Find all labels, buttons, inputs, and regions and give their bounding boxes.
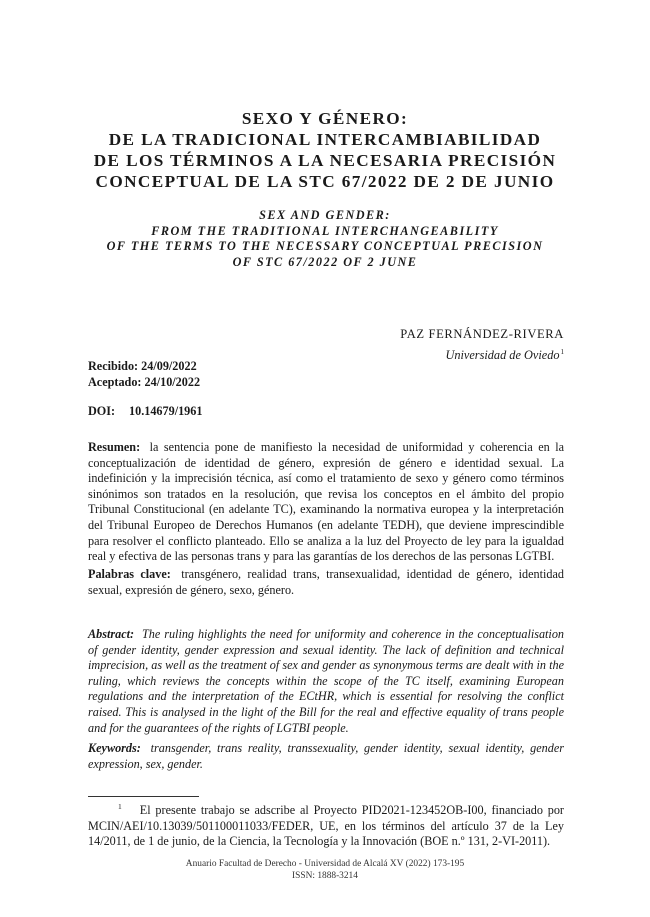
title-english	[70, 208, 580, 270]
title-spanish-line: SEXO Y GÉNERO:	[241, 109, 409, 128]
abstract-paragraph	[88, 627, 564, 736]
keywords-label: Keywords:	[88, 741, 141, 755]
keywords-paragraph	[88, 741, 564, 772]
author-block	[400, 325, 564, 364]
abstract-text: The ruling highlights the need for uniformity and coherence in the conceptualisation of gender identity, gender expression and sexual identity. The lack of definition and technical imprecision, as well as the treatment of sex and gender as synonymous terms are dealt with in the ruling, which reviews the concepts within the scope of the TC itself, examining European regulations and the interpretation of the ECtHR, which is essential for resolving the conflict raised. This is analysed in the light of the Bill for the real and effective equality of trans people and for the guarantees of the rights of LGTBI people.	[88, 627, 565, 735]
abstract-label: Abstract:	[88, 627, 135, 641]
submission-dates	[88, 359, 200, 390]
resumen-label: Resumen:	[88, 440, 141, 454]
title-english-line: OF STC 67/2022 OF 2 JUNE	[232, 254, 418, 269]
footnote-number: 1	[118, 802, 122, 811]
page-footer	[0, 858, 650, 882]
palabras-clave-paragraph	[88, 567, 564, 598]
author-name: PAZ FERNÁNDEZ-RIVERA	[400, 327, 564, 341]
accepted-date: Aceptado: 24/10/2022	[88, 374, 201, 389]
journal-citation: Anuario Facultad de Derecho - Universidad de Alcalá XV (2022) 173-195	[185, 859, 465, 869]
doi-line	[88, 404, 202, 419]
palabras-clave-text: transgénero, realidad trans, transexualidad, identidad de género, identidad sexual, expresión de género, sexo, género.	[88, 567, 564, 597]
footnote-divider	[88, 796, 199, 797]
title-spanish	[70, 108, 580, 192]
doi-value: 10.14679/1961	[129, 404, 203, 418]
footnote	[88, 799, 564, 850]
author-footnote-marker[interactable]: 1	[560, 348, 564, 356]
title-spanish-line: CONCEPTUAL DE LA STC 67/2022 DE 2 DE JUNIO	[95, 172, 555, 191]
issn: ISSN: 1888-3214	[292, 871, 358, 881]
footnote-text: El presente trabajo se adscribe al Proyecto PID2021-123452OB-I00, financiado por MCIN/AEI/10.13039/501100011033/FEDER, UE, en los términos del artículo 37 de la Ley 14/2011, de 1 de junio, de la Ciencia, la Tecnología y la Innovación (BOE n.º 131, 2-VI-2011).	[88, 803, 564, 849]
resumen-text: la sentencia pone de manifiesto la necesidad de uniformidad y coherencia en la conceptualización de identidad de género, expresión de género e identidad sexual. La indefinición y la imprecisión técnica, así como el tratamiento de sexo y género como términos sinónimos son tratados en la resolución, que revisa los conceptos en el ámbito del propio Tribunal Constitucional (en adelante TC), examinando la normativa europea y la interpretación del Tribunal Europeo de Derechos Humanos (en adelante TEDH), que deviene imprescindible para resolver el conflicto planteado. Ello se analiza a la luz del Proyecto de ley para la igualdad real y efectiva de las personas trans y para las garantías de los derechos de las personas LGTBI.	[88, 440, 565, 564]
title-english-line: FROM THE TRADITIONAL INTERCHANGEABILITY	[151, 223, 499, 238]
title-english-line: OF THE TERMS TO THE NECESSARY CONCEPTUAL PRECISION	[106, 239, 544, 253]
palabras-clave-label: Palabras clave:	[88, 567, 171, 581]
doi-label: DOI:	[88, 404, 116, 418]
received-date: Recibido: 24/09/2022	[88, 359, 197, 373]
author-affiliation-line	[400, 343, 564, 364]
author-affiliation: Universidad de Oviedo	[445, 348, 560, 363]
resumen-paragraph	[88, 440, 564, 565]
title-english-line: SEX AND GENDER:	[259, 208, 391, 222]
title-spanish-line: DE LOS TÉRMINOS A LA NECESARIA PRECISIÓN	[93, 151, 557, 170]
title-spanish-line: DE LA TRADICIONAL INTERCAMBIABILIDAD	[108, 130, 542, 149]
keywords-text: transgender, trans reality, transsexuality, gender identity, sexual identity, gender expression, sex, gender.	[88, 741, 565, 771]
